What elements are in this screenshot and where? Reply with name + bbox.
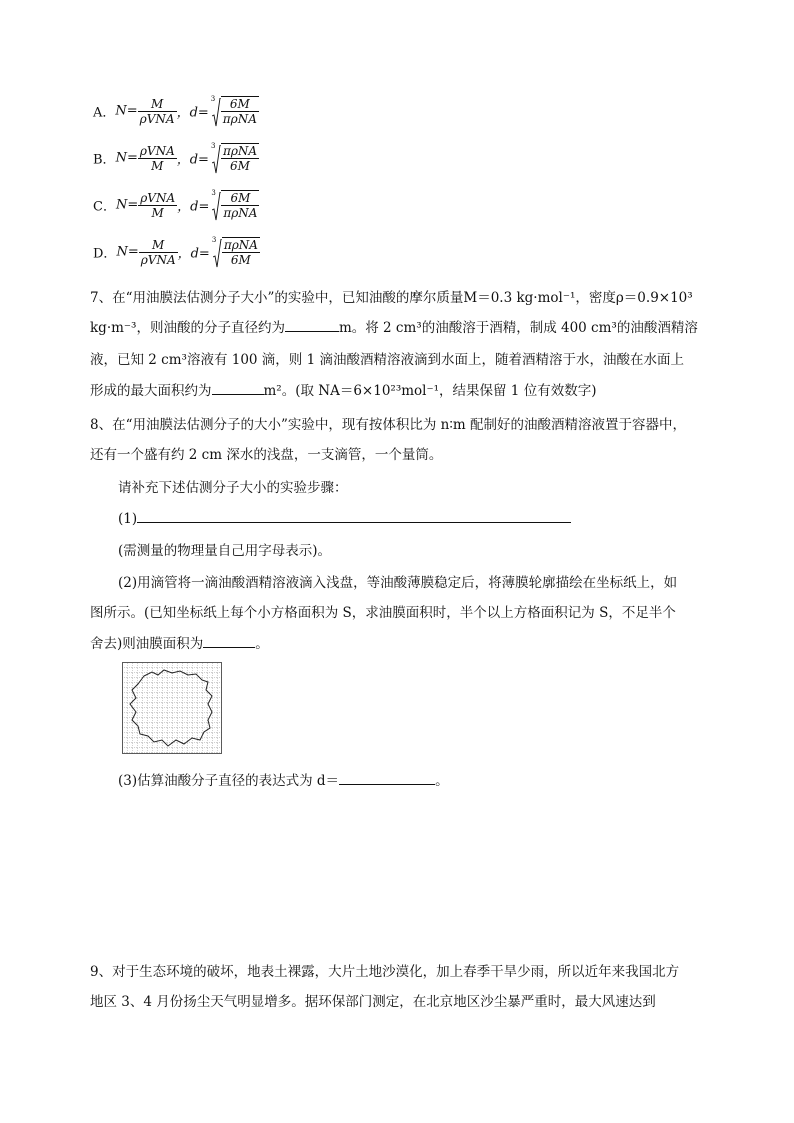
- option-letter: C．: [93, 199, 116, 215]
- fraction-denominator: 6M: [230, 159, 250, 173]
- fraction-numerator: 6M: [221, 191, 259, 206]
- option-c[interactable]: [93, 190, 259, 226]
- q8-step-1: [118, 509, 571, 529]
- option-a[interactable]: [93, 96, 259, 132]
- q8-step-1-label: (1): [118, 511, 138, 527]
- radical-sign-icon: [212, 192, 221, 222]
- fraction-denominator: πρNA: [223, 206, 258, 220]
- radical-fraction: [221, 96, 259, 126]
- q8-step-2-end: 。: [255, 636, 269, 652]
- cube-root: [209, 96, 259, 126]
- radical-fraction: [221, 143, 259, 173]
- option-letter: D．: [93, 246, 117, 262]
- fraction-numerator: πρNA: [223, 238, 258, 252]
- radical-sign-icon: [213, 239, 222, 269]
- q8-step-2-line-1: (2)用滴管将一滴油酸酒精溶液滴入浅盘，等油酸薄膜稳定后，将薄膜轮廓描绘在坐标纸上，如: [118, 575, 678, 591]
- radical-fraction: [221, 190, 259, 220]
- q7-blank-area[interactable]: [212, 382, 264, 395]
- q8-line-1: 8、在“用油膜法估测分子的大小”实验中，现有按体积比为 n∶m 配制好的油酸酒精溶液置于容器中，: [90, 417, 686, 433]
- option-n-lhs: N=: [115, 103, 138, 119]
- q8-blank-step-1[interactable]: [137, 510, 571, 523]
- option-d-lhs: ，d=: [177, 246, 210, 262]
- q8-step-1-note: (需测量的物理量自己用字母表示)。: [118, 543, 332, 559]
- radical-sign-icon: [212, 145, 221, 175]
- fraction-denominator: M: [151, 158, 164, 173]
- option-n-fraction: [138, 191, 177, 220]
- q7-line-4b: m²。(取 NA＝6×10²³mol⁻¹，结果保留 1 位有效数字): [263, 383, 597, 399]
- q8-blank-area[interactable]: [203, 635, 255, 648]
- option-n-lhs: N=: [115, 197, 139, 213]
- q9-line-1: 9、对于生态环境的破坏，地表土裸露，大片土地沙漠化，加上春季干旱少雨，所以近年来我国北方: [90, 964, 680, 980]
- fraction-numerator: ρVNA: [140, 190, 176, 205]
- option-n-lhs: N=: [116, 244, 139, 260]
- option-d-lhs: ，d=: [176, 105, 209, 121]
- cube-root: [209, 143, 259, 173]
- option-d-lhs: ，d=: [176, 152, 209, 168]
- radical-index: 3: [210, 95, 216, 103]
- option-d-lhs: ，d=: [177, 199, 210, 215]
- fraction-denominator: ρVNA: [140, 252, 176, 267]
- q8-line-3: 请补充下述估测分子大小的实验步骤：: [118, 480, 348, 496]
- cube-root: [210, 237, 260, 267]
- q8-step-3: [118, 771, 449, 791]
- q7-line-2b: m。将 2 cm³的油酸溶于酒精，制成 400 cm³的油酸酒精溶: [338, 320, 698, 336]
- fraction-numerator: 6M: [221, 97, 259, 112]
- radical-sign-icon: [212, 98, 221, 128]
- q7-line-4: [90, 381, 596, 401]
- q9-line-2: 地区 3、4 月份扬尘天气明显增多。据环保部门测定，在北京地区沙尘暴严重时，最大风速达到: [90, 994, 656, 1010]
- q7-line-4a: 形成的最大面积约为: [90, 383, 212, 399]
- q8-line-2: 还有一个盛有约 2 cm 深水的浅盘，一支滴管，一个量筒。: [90, 447, 443, 463]
- q8-step-3-end: 。: [435, 773, 449, 789]
- q7-blank-diameter[interactable]: [285, 319, 339, 332]
- fraction-numerator: ρVNA: [139, 143, 175, 158]
- q7-line-2a: kg·m⁻³，则油酸的分子直径约为: [90, 320, 285, 336]
- cube-root: [209, 190, 259, 220]
- q8-blank-diameter[interactable]: [339, 772, 435, 785]
- q8-step-2-line-2: 图所示。(已知坐标纸上每个小方格面积为 S，求油膜面积时，半个以上方格面积记为 S，不足半个: [90, 605, 676, 621]
- q7-line-1: 7、在“用油膜法估测分子大小”的实验中，已知油酸的摩尔质量M＝0.3 kg·mol⁻¹，密度ρ＝0.9×10³: [90, 290, 693, 306]
- q7-line-3: 液，已知 2 cm³溶液有 100 滴，则 1 滴油酸酒精溶液滴到水面上，随着酒精溶于水，油酸在水面上: [90, 352, 684, 368]
- option-n-fraction: [138, 144, 177, 173]
- fraction-denominator: 6M: [230, 253, 251, 267]
- fraction-denominator: M: [151, 205, 164, 220]
- fraction-numerator: πρNA: [222, 144, 258, 158]
- radical-fraction: [222, 237, 260, 267]
- option-b[interactable]: [93, 143, 259, 179]
- radical-index: 3: [210, 142, 216, 150]
- option-letter: A．: [93, 105, 116, 121]
- q8-step-3-label: (3)估算油酸分子直径的表达式为 d＝: [118, 773, 340, 789]
- oil-film-grid-figure: [122, 662, 222, 754]
- option-n-fraction: [138, 97, 177, 126]
- fraction-denominator: ρVNA: [139, 111, 175, 126]
- radical-index: 3: [211, 189, 216, 197]
- option-d[interactable]: [93, 237, 260, 273]
- q7-line-2: [90, 318, 698, 338]
- radical-index: 3: [211, 236, 217, 244]
- option-n-fraction: [139, 238, 178, 267]
- fraction-denominator: πρNA: [222, 112, 257, 126]
- fraction-numerator: M: [138, 97, 177, 112]
- option-n-lhs: N=: [115, 150, 138, 166]
- q8-step-2-line-3a: 舍去)则油膜面积为: [90, 636, 204, 652]
- fraction-numerator: M: [139, 238, 178, 253]
- q8-step-2-line-3: [90, 634, 269, 654]
- option-letter: B．: [93, 152, 116, 168]
